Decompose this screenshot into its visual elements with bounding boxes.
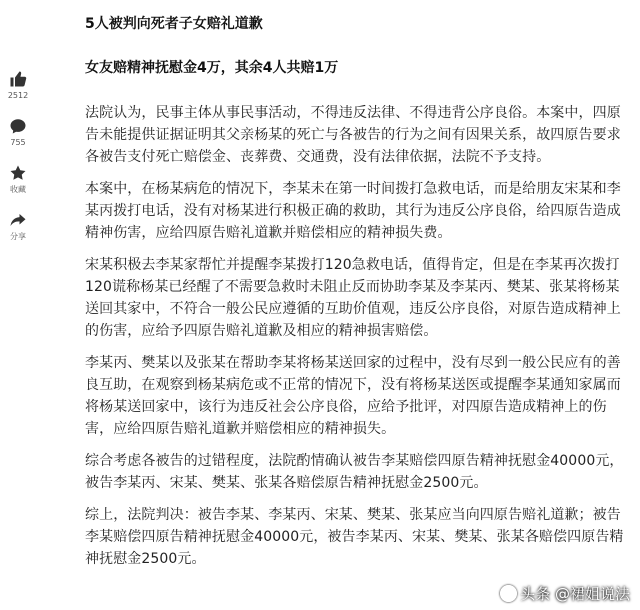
share-button[interactable] [0,211,36,242]
thumbs-up-icon [9,70,27,88]
paragraph-song-mou: 宋某积极去李某家帮忙并提醒李某拨打120急救电话，值得肯定，但是在李某再次拨打120谎称杨某已经醒了不需要急救时未阻止反而协助李某及李某丙、樊某、张某将杨某送回其家中，不符合一般公民应遵循的互助价值观，违反公序良俗，对原告造成精神上的伤害，应给予四原告赔礼道歉及相应的精神损害赔偿。 [85,257,621,339]
favorite-label: 收藏 [10,185,26,194]
watermark [500,583,630,604]
favorite-button[interactable] [0,164,36,195]
share-label: 分享 [10,232,26,241]
paragraph-court-opinion: 法院认为，民事主体从事民事活动，不得违反法律、不得违背公序良俗。本案中，四原告未能提供证据证明其父亲杨某的死亡与各被告的行为之间有因果关系，故四原告要求各被告支付死亡赔偿金、丧葬费、交通费，没有法律依据，法院不予支持。 [85,105,621,165]
star-icon [9,164,27,182]
comment-button[interactable] [0,117,36,148]
paragraph-compensation: 综合考虑各被告的过错程度，法院酌情确认被告李某赔偿四原告精神抚慰金40000元，被告李某丙、宋某、樊某、张某各赔偿原告精神抚慰金2500元。 [85,453,624,491]
article-body [85,0,625,570]
comment-count: 755 [10,138,26,147]
comment-icon [9,117,27,135]
paragraph-other-defendants: 李某丙、樊某以及张某在帮助李某将杨某送回家的过程中，没有尽到一般公民应有的善良互助，在观察到杨某病危或不正常的情况下，没有将杨某送医或提醒李某通知家属而将杨某送回家中，该行为违反社会公序良俗，应给予批评，对四原告造成精神上的伤害，应给四原告赔礼道歉并赔偿相应的精神损失。 [85,355,621,437]
paragraph-verdict: 综上，法院判决：被告李某、李某丙、宋某、樊某、张某应当向四原告赔礼道歉；被告李某赔偿四原告精神抚慰金40000元，被告李某丙、宋某、樊某、张某各赔偿四原告精神抚慰金2500元。 [85,507,624,567]
like-count: 2512 [7,91,29,100]
article-title: 5人被判向死者子女赔礼道歉 [85,16,263,32]
like-button[interactable] [0,70,36,101]
share-icon [9,211,27,229]
article-subtitle: 女友赔精神抚慰金4万，其余4人共赔1万 [85,60,339,76]
action-sidebar [0,70,36,258]
watermark-text: 头条 @裙姐说法 [520,585,630,603]
paragraph-li-mou: 本案中，在杨某病危的情况下，李某未在第一时间拨打急救电话，而是给朋友宋某和李某丙拨打电话，没有对杨某进行积极正确的救助，其行为违反公序良俗，给四原告造成精神伤害，应给四原告赔礼道歉并赔偿相应的精神损失费。 [85,181,621,241]
watermark-logo-icon [500,585,517,602]
